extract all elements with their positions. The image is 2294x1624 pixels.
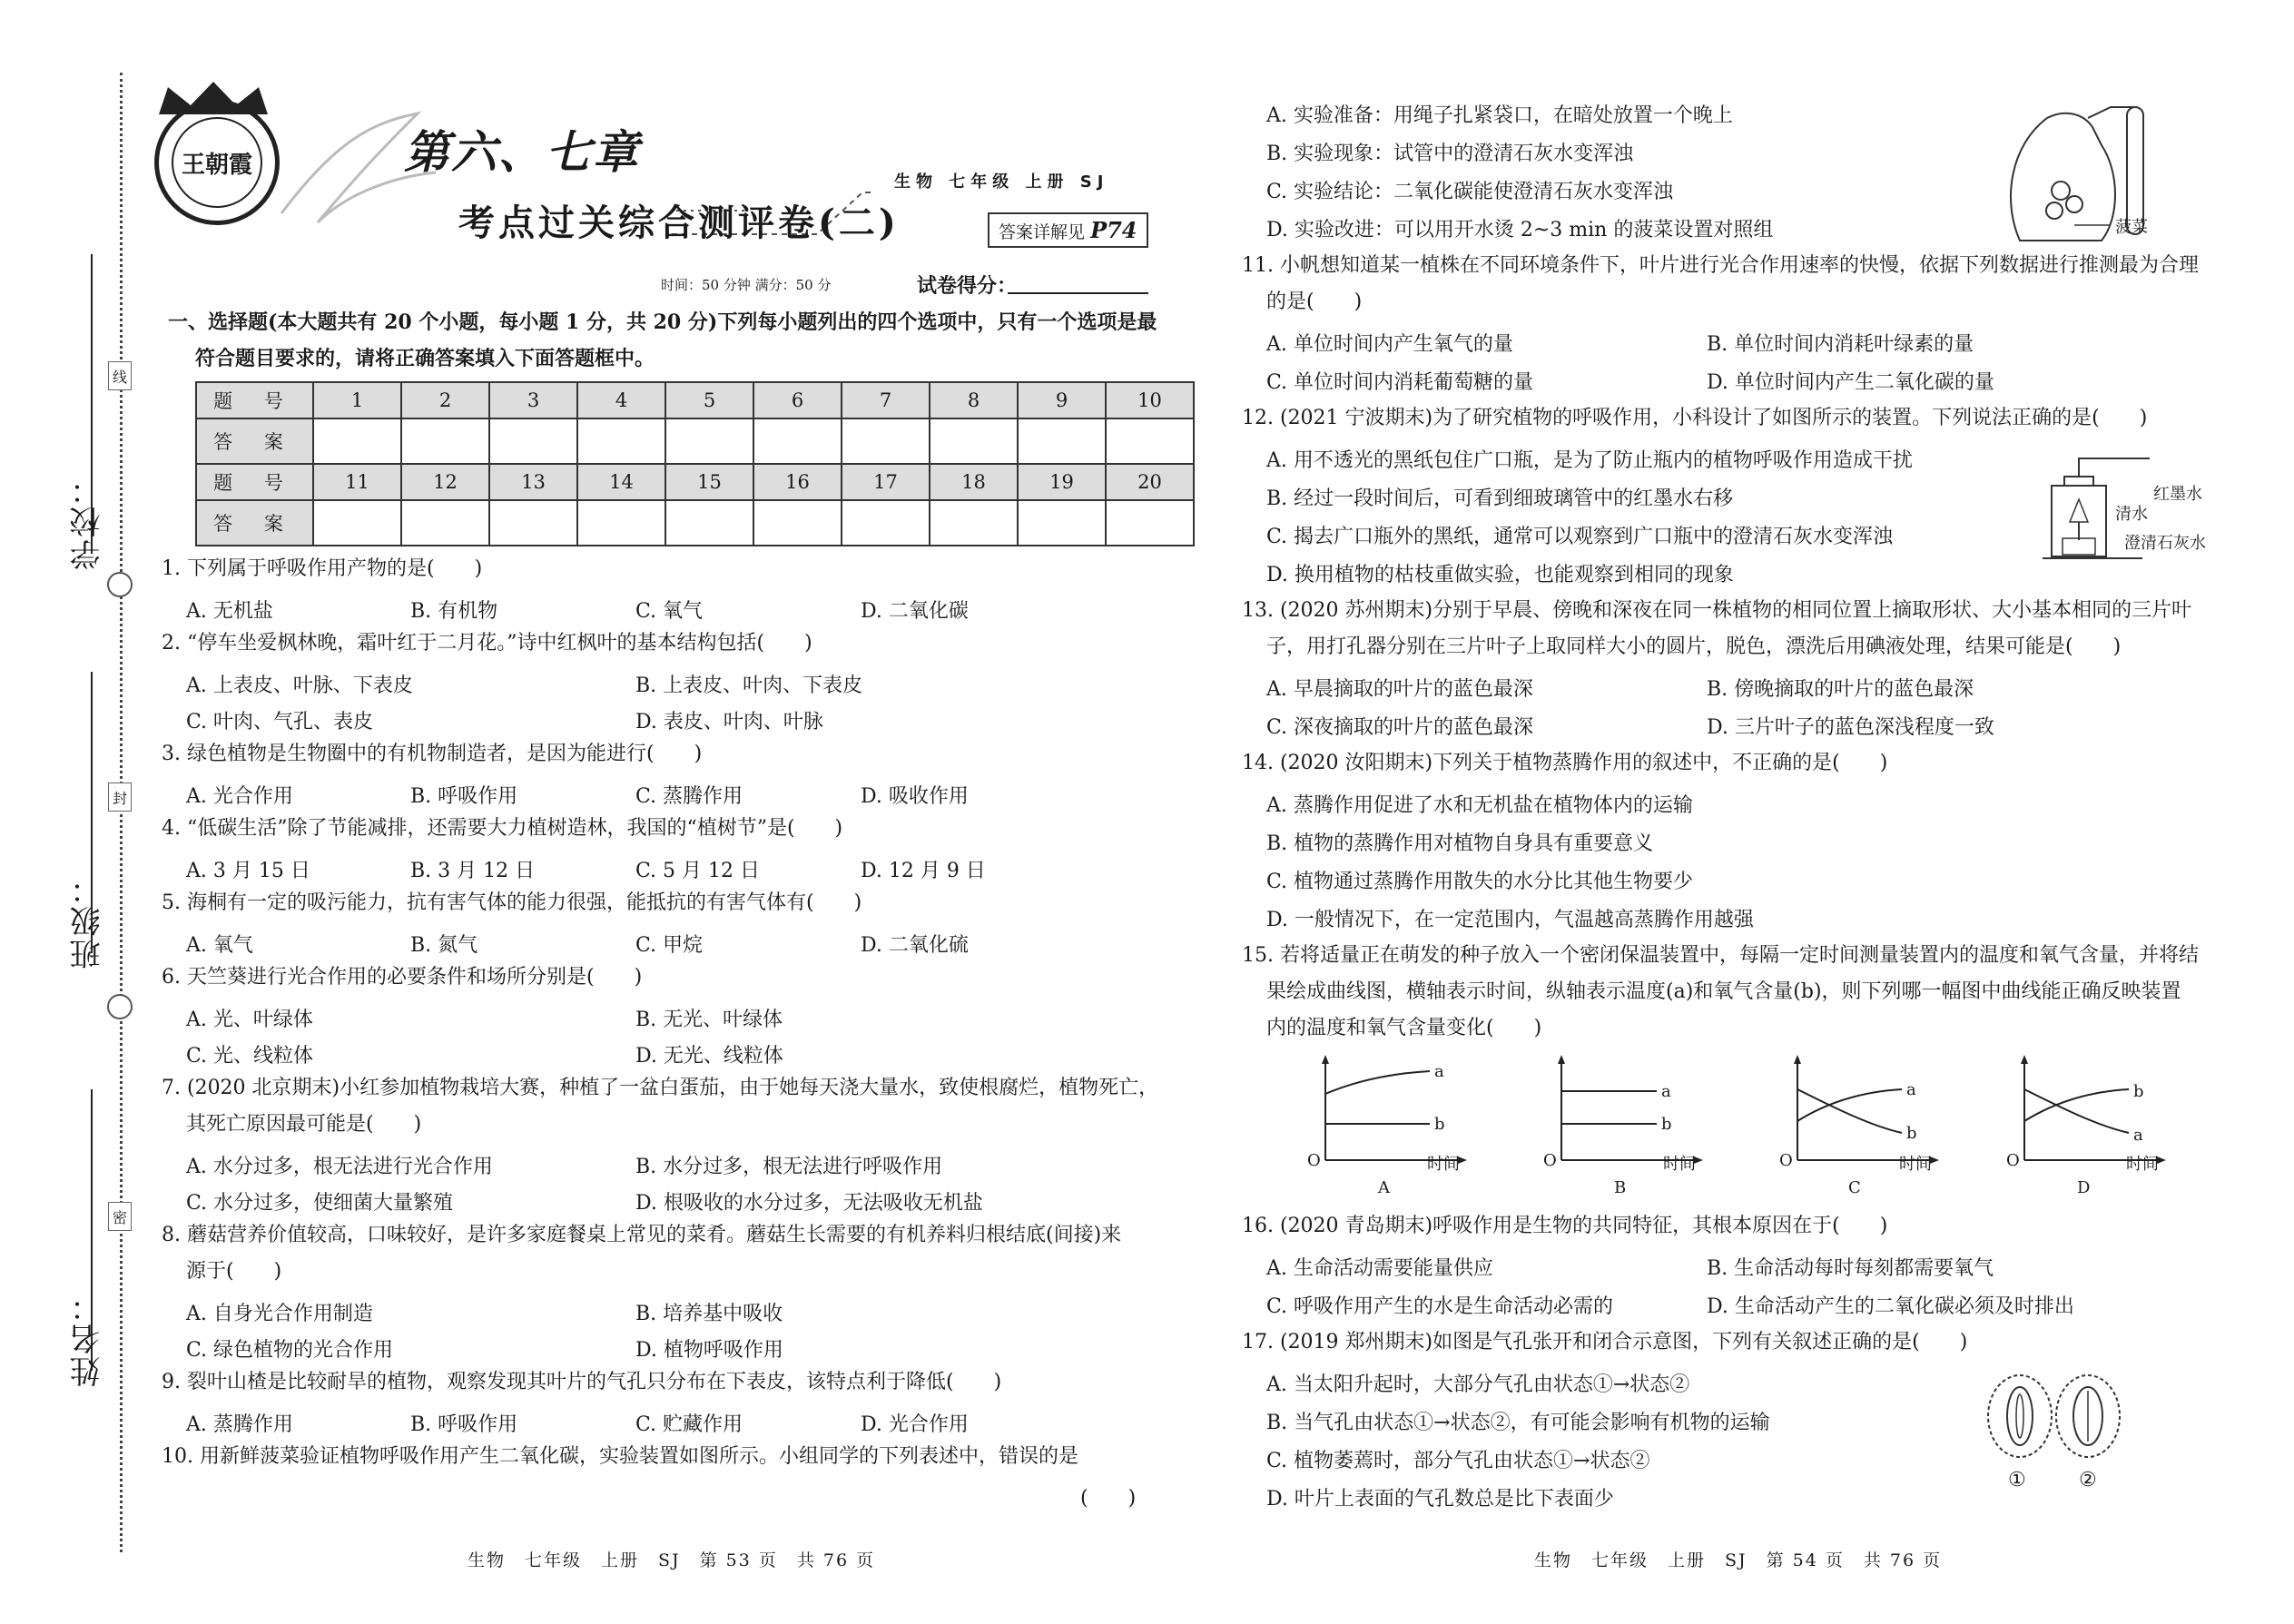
graph-c-curve-label-bottom: b <box>1906 1124 1917 1143</box>
graph-c-curve-label-top: a <box>1906 1080 1916 1099</box>
paper-subtitle: 考点过关综合测评卷(二) <box>458 202 900 244</box>
question-14-option-b[interactable]: B. 植物的蒸腾作用对植物自身具有重要意义 <box>1266 832 1654 855</box>
question-9-option-c[interactable]: C. 贮藏作用 <box>635 1413 743 1436</box>
question-6-option-a[interactable]: A. 光、叶绿体 <box>186 1009 313 1031</box>
question-14-option-c[interactable]: C. 植物通过蒸腾作用散失的水分比其他生物要少 <box>1266 871 1694 893</box>
question-13-stem-line2: 子，用打孔器分别在三片叶子上取同样大小的圆片，脱色，漂洗后用碘液处理，结果可能是( ) <box>1266 635 2122 658</box>
footer-right: 生物 七年级 上册 SJ 第 54 页 共 76 页 <box>1534 1550 1943 1570</box>
question-13-option-c[interactable]: C. 深夜摘取的叶片的蓝色最深 <box>1266 716 1534 739</box>
answer-cell[interactable] <box>930 418 1018 464</box>
question-14-option-d[interactable]: D. 一般情况下，在一定范围内，气温越高蒸腾作用越强 <box>1266 909 1754 931</box>
cell-num: 3 <box>489 382 577 418</box>
answer-cell[interactable] <box>401 500 489 546</box>
question-5-stem: 5. 海桐有一定的吸污能力，抗有害气体的能力很强，能抵抗的有害气体有( ) <box>162 891 862 914</box>
question-12-option-c[interactable]: C. 揭去广口瓶外的黑纸，通常可以观察到广口瓶中的澄清石灰水变浑浊 <box>1266 526 1894 548</box>
cell-num: 19 <box>1018 464 1106 500</box>
question-17-option-b[interactable]: B. 当气孔由状态①→状态②，有可能会影响有机物的运输 <box>1266 1412 1770 1434</box>
figure-label-limewater: 澄清石灰水 <box>2124 534 2206 553</box>
graph-b[interactable] <box>1543 1053 1743 1171</box>
chapter-title: 第六、七章 <box>404 125 640 179</box>
question-17-option-d[interactable]: D. 叶片上表面的气孔数总是比下表面少 <box>1266 1488 1614 1511</box>
question-13-stem-line1: 13. (2020 苏州期末)分别于早晨、傍晚和深夜在同一株植物的相同位置上摘取形状、大小基本相同的三片叶 <box>1242 599 2192 622</box>
cell-num: 14 <box>577 464 665 500</box>
question-2-option-a[interactable]: A. 上表皮、叶脉、下表皮 <box>186 674 413 697</box>
graph-d-curve-label-bottom: a <box>2133 1126 2143 1145</box>
question-12-stem: 12. (2021 宁波期末)为了研究植物的呼吸作用，小科设计了如图所示的装置。下列说法正确的是( ) <box>1242 407 2148 429</box>
cell-num: 17 <box>842 464 930 500</box>
section-heading-line2: 符合题目要求的，请将正确答案填入下面答题框中。 <box>195 347 655 370</box>
answer-cell[interactable] <box>577 418 665 464</box>
question-3-option-a[interactable]: A. 光合作用 <box>186 785 293 808</box>
question-13-option-a[interactable]: A. 早晨摘取的叶片的蓝色最深 <box>1266 678 1533 701</box>
seal-mark-dense: 密 <box>108 1202 132 1231</box>
question-8-stem-line1: 8. 蘑菇营养价值较高，口味较好，是许多家庭餐桌上常见的菜肴。蘑菇生长需要的有机养料归根结底(间接)来 <box>162 1224 1122 1246</box>
question-7-option-c[interactable]: C. 水分过多，使细菌大量繁殖 <box>186 1192 454 1215</box>
question-11-stem-line2: 的是( ) <box>1266 290 1363 313</box>
question-10-option-b[interactable]: B. 实验现象：试管中的澄清石灰水变浑浊 <box>1266 143 1634 165</box>
question-4-option-d[interactable]: D. 12 月 9 日 <box>861 860 986 882</box>
answer-cell[interactable] <box>577 500 665 546</box>
cell-num: 18 <box>930 464 1018 500</box>
graph-c[interactable] <box>1779 1053 1979 1171</box>
figure-label-water: 清水 <box>2115 505 2148 524</box>
graph-d[interactable] <box>2006 1053 2206 1171</box>
graph-c-origin: O <box>1779 1151 1793 1170</box>
cell-num: 13 <box>489 464 577 500</box>
question-2-stem: 2. “停车坐爱枫林晚，霜叶红于二月花。”诗中红枫叶的基本结构包括( ) <box>162 632 812 655</box>
question-13-option-d[interactable]: D. 三片叶子的蓝色深浅程度一致 <box>1707 716 1994 739</box>
stomata-figure <box>1979 1371 2133 1471</box>
school-label: 学校： <box>70 472 106 570</box>
answer-cell[interactable] <box>665 418 753 464</box>
question-3-option-c[interactable]: C. 蒸腾作用 <box>635 785 743 808</box>
graph-a-curve-label-top: a <box>1434 1062 1444 1081</box>
question-17-stem: 17. (2019 郑州期末)如图是气孔张开和闭合示意图，下列有关叙述正确的是( ) <box>1242 1331 1968 1353</box>
question-1-stem: 1. 下列属于呼吸作用产物的是( ) <box>162 557 483 580</box>
question-9-option-d[interactable]: D. 光合作用 <box>861 1413 969 1436</box>
graph-a-label: A <box>1378 1178 1390 1197</box>
subject-grade-tag: 生物 七年级 上册 SJ <box>894 172 1109 192</box>
graph-b-axis-label: 时间 <box>1663 1155 1696 1174</box>
graph-a-axis-label: 时间 <box>1427 1155 1460 1174</box>
question-1-option-b[interactable]: B. 有机物 <box>410 600 498 623</box>
graph-d-curve-label-top: b <box>2133 1082 2144 1101</box>
question-15-stem-line2: 果绘成曲线图，横轴表示时间，纵轴表示温度(a)和氧气含量(b)，则下列哪一幅图中曲线能正确反映装置 <box>1266 980 2181 1003</box>
question-1-option-d[interactable]: D. 二氧化碳 <box>861 600 969 623</box>
answer-cell[interactable] <box>753 418 842 464</box>
seal-mark-seal: 封 <box>108 782 132 812</box>
question-14-stem: 14. (2020 汝阳期末)下列关于植物蒸腾作用的叙述中，不正确的是( ) <box>1242 752 1888 774</box>
question-17-option-a[interactable]: A. 当太阳升起时，大部分气孔由状态①→状态② <box>1266 1373 1690 1396</box>
question-3-option-d[interactable]: D. 吸收作用 <box>861 785 969 808</box>
graph-c-axis-label: 时间 <box>1899 1155 1932 1174</box>
score-blank <box>1008 292 1148 294</box>
question-5-option-b[interactable]: B. 氮气 <box>410 934 478 957</box>
question-4-stem: 4. “低碳生活”除了节能减排，还需要大力植树造林，我国的“植树节”是( ) <box>162 817 843 840</box>
question-8-option-d[interactable]: D. 植物呼吸作用 <box>635 1339 783 1362</box>
question-8-option-c[interactable]: C. 绿色植物的光合作用 <box>186 1339 394 1362</box>
question-9-option-b[interactable]: B. 呼吸作用 <box>410 1413 518 1436</box>
spinach-bag-apparatus-figure <box>1984 91 2192 245</box>
question-4-option-b[interactable]: B. 3 月 12 日 <box>410 860 536 882</box>
answer-cell[interactable] <box>489 418 577 464</box>
question-8-stem-line2: 源于( ) <box>186 1260 282 1283</box>
cell-num: 9 <box>1018 382 1106 418</box>
graph-d-origin: O <box>2006 1151 2020 1170</box>
graph-d-axis-label: 时间 <box>2126 1155 2159 1174</box>
cell-num: 10 <box>1106 382 1194 418</box>
cell-num: 8 <box>930 382 1018 418</box>
table-row <box>196 500 1194 546</box>
brand-logo <box>154 100 280 225</box>
table-row <box>196 464 1194 500</box>
question-16-option-a[interactable]: A. 生命活动需要能量供应 <box>1266 1257 1493 1280</box>
question-5-option-a[interactable]: A. 氧气 <box>186 934 253 957</box>
question-7-option-a[interactable]: A. 水分过多，根无法进行光合作用 <box>186 1156 493 1178</box>
figure-label-red-ink: 红墨水 <box>2153 485 2202 504</box>
question-3-stem: 3. 绿色植物是生物圈中的有机物制造者，是因为能进行( ) <box>162 743 703 765</box>
question-9-option-a[interactable]: A. 蒸腾作用 <box>186 1413 293 1436</box>
answer-cell[interactable] <box>401 418 489 464</box>
question-3-option-b[interactable]: B. 呼吸作用 <box>410 785 518 808</box>
name-label: 姓名： <box>70 1289 106 1387</box>
seal-mark-line: 线 <box>108 361 132 390</box>
answer-cell[interactable] <box>753 500 842 546</box>
graph-a[interactable] <box>1307 1053 1507 1171</box>
cell-num: 11 <box>313 464 401 500</box>
question-11-option-c[interactable]: C. 单位时间内消耗葡萄糖的量 <box>1266 371 1534 394</box>
question-8-option-a[interactable]: A. 自身光合作用制造 <box>186 1303 373 1325</box>
cell-num: 4 <box>577 382 665 418</box>
question-6-option-d[interactable]: D. 无光、线粒体 <box>635 1045 783 1068</box>
answer-cell[interactable] <box>489 500 577 546</box>
cell-num: 20 <box>1106 464 1194 500</box>
cell-num: 1 <box>313 382 401 418</box>
question-10-stem: 10. 用新鲜菠菜验证植物呼吸作用产生二氧化碳，实验装置如图所示。小组同学的下列表述中，错误的是 <box>162 1445 1078 1468</box>
question-6-option-c[interactable]: C. 光、线粒体 <box>186 1045 314 1068</box>
answer-cell[interactable] <box>1018 418 1106 464</box>
answer-cell[interactable] <box>313 500 401 546</box>
question-13-option-b[interactable]: B. 傍晚摘取的叶片的蓝色最深 <box>1707 678 1974 701</box>
answer-grid <box>195 381 1195 546</box>
footer-left: 生物 七年级 上册 SJ 第 53 页 共 76 页 <box>468 1550 876 1570</box>
question-11-option-b[interactable]: B. 单位时间内消耗叶绿素的量 <box>1707 333 1974 356</box>
time-score-info: 时间：50 分钟 满分：50 分 <box>661 277 832 293</box>
figure-label-spinach: 菠菜 <box>2115 218 2148 237</box>
cell-num: 16 <box>753 464 842 500</box>
answer-cell[interactable] <box>842 500 930 546</box>
question-7-option-b[interactable]: B. 水分过多，根无法进行呼吸作用 <box>635 1156 943 1178</box>
cell-num: 5 <box>665 382 753 418</box>
cell-num: 15 <box>665 464 753 500</box>
question-1-option-a[interactable]: A. 无机盐 <box>186 600 273 623</box>
answer-cell[interactable] <box>1106 418 1194 464</box>
question-12-option-d[interactable]: D. 换用植物的枯枝重做实验，也能观察到相同的现象 <box>1266 564 1734 586</box>
question-10-answer-paren: ( ) <box>1080 1487 1137 1510</box>
graph-b-origin: O <box>1543 1151 1557 1170</box>
table-row <box>196 382 1194 418</box>
answer-reference-box <box>988 212 1148 248</box>
graph-b-curve-label-bottom: b <box>1661 1115 1672 1134</box>
question-16-option-c[interactable]: C. 呼吸作用产生的水是生命活动必需的 <box>1266 1295 1614 1318</box>
question-16-option-d[interactable]: D. 生命活动产生的二氧化碳必须及时排出 <box>1707 1295 2074 1318</box>
section-heading-line1: 一、选择题(本大题共有 20 个小题，每小题 1 分，共 20 分)下列每小题列出的四个选项中，只有一个选项是最 <box>168 310 1157 334</box>
cell-num: 2 <box>401 382 489 418</box>
question-4-option-c[interactable]: C. 5 月 12 日 <box>635 860 761 882</box>
graph-b-label: B <box>1614 1178 1627 1197</box>
question-14-option-a[interactable]: A. 蒸腾作用促进了水和无机盐在植物体内的运输 <box>1266 794 1693 817</box>
answer-cell[interactable] <box>842 418 930 464</box>
binding-ring-icon <box>107 572 133 597</box>
question-12-option-b[interactable]: B. 经过一段时间后，可看到细玻璃管中的红墨水右移 <box>1266 487 1734 510</box>
cell-num: 6 <box>753 382 842 418</box>
question-2-option-d[interactable]: D. 表皮、叶肉、叶脉 <box>635 711 823 733</box>
row-label-answer: 答 案 <box>196 500 313 546</box>
graph-a-origin: O <box>1307 1151 1321 1170</box>
question-7-option-d[interactable]: D. 根吸收的水分过多，无法吸收无机盐 <box>635 1192 983 1215</box>
question-1-option-c[interactable]: C. 氧气 <box>635 600 704 623</box>
question-2-option-b[interactable]: B. 上表皮、叶肉、下表皮 <box>635 674 863 697</box>
logo-text: 王朝霞 <box>181 151 252 179</box>
answer-ref-page: P74 <box>1090 217 1137 243</box>
answer-cell[interactable] <box>313 418 401 464</box>
graph-c-label: C <box>1848 1178 1861 1197</box>
question-15-stem-line1: 15. 若将适量正在萌发的种子放入一个密闭保温装置中，每隔一定时间测量装置内的温度和氧气含量，并将结 <box>1242 944 2199 967</box>
question-11-option-d[interactable]: D. 单位时间内产生二氧化碳的量 <box>1707 371 1994 394</box>
question-17-option-c[interactable]: C. 植物萎蔫时，部分气孔由状态①→状态② <box>1266 1450 1650 1472</box>
cell-num: 12 <box>401 464 489 500</box>
question-9-stem: 9. 裂叶山楂是比较耐旱的植物，观察发现其叶片的气孔只分布在下表皮，该特点利于降低( ) <box>162 1371 1002 1393</box>
question-11-option-a[interactable]: A. 单位时间内产生氧气的量 <box>1266 333 1513 356</box>
answer-cell[interactable] <box>930 500 1018 546</box>
stomata-state-1-label: ① <box>2008 1469 2026 1491</box>
question-12-option-a[interactable]: A. 用不透光的黑纸包住广口瓶，是为了防止瓶内的植物呼吸作用造成干扰 <box>1266 449 1913 472</box>
question-5-option-d[interactable]: D. 二氧化硫 <box>861 934 969 957</box>
binding-ring-icon <box>107 994 133 1019</box>
question-2-option-c[interactable]: C. 叶肉、气孔、表皮 <box>186 711 374 733</box>
question-16-option-b[interactable]: B. 生命活动每时每刻都需要氧气 <box>1707 1257 1994 1280</box>
score-label: 试卷得分： <box>917 274 1018 298</box>
answer-cell[interactable] <box>1106 500 1194 546</box>
question-15-stem-line3: 内的温度和氧气含量变化( ) <box>1266 1017 1542 1039</box>
row-label-number: 题 号 <box>196 382 313 418</box>
table-row <box>196 418 1194 464</box>
question-11-stem-line1: 11. 小帆想知道某一植株在不同环境条件下，叶片进行光合作用速率的快慢，依据下列数据进行推测最为合理 <box>1242 254 2199 277</box>
row-label-number: 题 号 <box>196 464 313 500</box>
question-7-stem-line2: 其死亡原因最可能是( ) <box>186 1113 422 1136</box>
class-label: 班级： <box>70 871 106 969</box>
answer-ref-prefix: 答案详解见 <box>999 222 1086 242</box>
answer-cell[interactable] <box>1018 500 1106 546</box>
row-label-answer: 答 案 <box>196 418 313 464</box>
question-8-option-b[interactable]: B. 培养基中吸收 <box>635 1303 783 1325</box>
cell-num: 7 <box>842 382 930 418</box>
answer-cell[interactable] <box>665 500 753 546</box>
question-5-option-c[interactable]: C. 甲烷 <box>635 934 704 957</box>
graph-d-label: D <box>2077 1178 2091 1197</box>
question-10-option-c[interactable]: C. 实验结论：二氧化碳能使澄清石灰水变浑浊 <box>1266 181 1674 203</box>
question-6-stem: 6. 天竺葵进行光合作用的必要条件和场所分别是( ) <box>162 966 643 989</box>
binding-dotted-line <box>120 73 123 1552</box>
question-7-stem-line1: 7. (2020 北京期末)小红参加植物栽培大赛，种植了一盆白蛋茄，由于她每天浇大量水，致使根腐烂，植物死亡， <box>162 1077 1159 1099</box>
question-4-option-a[interactable]: A. 3 月 15 日 <box>186 860 310 882</box>
question-6-option-b[interactable]: B. 无光、叶绿体 <box>635 1009 783 1031</box>
stomata-state-2-label: ② <box>2079 1469 2097 1491</box>
graph-a-curve-label-bottom: b <box>1434 1115 1445 1134</box>
graph-b-curve-label-top: a <box>1661 1082 1671 1101</box>
question-10-option-a[interactable]: A. 实验准备：用绳子扎紧袋口，在暗处放置一个晚上 <box>1266 104 1733 127</box>
question-10-option-d[interactable]: D. 实验改进：可以用开水烫 2~3 min 的菠菜设置对照组 <box>1266 219 1774 241</box>
question-16-stem: 16. (2020 青岛期末)呼吸作用是生物的共同特征，其根本原因在于( ) <box>1242 1215 1888 1237</box>
